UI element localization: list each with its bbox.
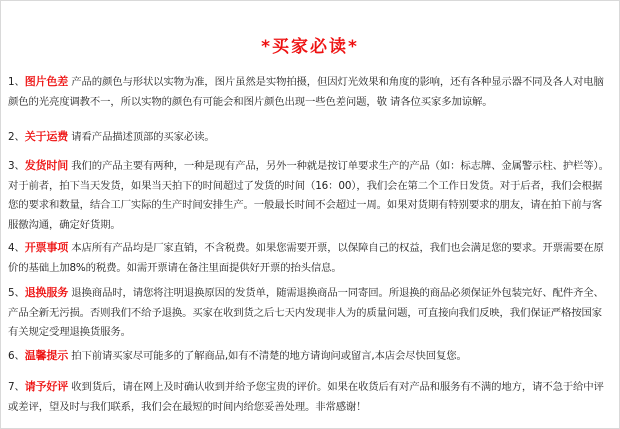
item-number: 3、 (8, 160, 25, 172)
item-heading: 温馨提示 (24, 349, 69, 362)
item-number: 2、 (8, 131, 25, 143)
item-text: 收到货后，请在网上及时确认收到并给予您宝贵的评价。如果在收货后有对产品和服务有不满的地方，请不急于给中评或差评，望及时与我们联系，我们会在最短的时间内给您妥善处理。非常感谢！ (8, 381, 604, 413)
item-text: 我们的产品主要有两种，一种是现有产品，另外一种就是按订单要求生产的产品（如：标志牌、金属警示柱、护栏等）。对于前者，拍下当天发货，如果当天拍下的时间超过了发货的时间（16：00），我们会在第二个工作日发货。对于后者，我们会根据您的要求和数量，结合工厂实际的生产时间安排生产。一般最长时间不会超过一周。如果对货期有特别要求的朋友，请在拍下前与客服徼沟通，确定好货期。 (8, 160, 609, 231)
item-number: 7、 (8, 381, 25, 393)
item-text: 请看产品描述顶部的买家必读。 (68, 131, 215, 143)
item-number: 4、 (8, 242, 25, 254)
item-heading: 退换服务 (24, 286, 69, 299)
item-number: 6、 (8, 350, 25, 362)
notice-item-returns (8, 283, 612, 343)
notice-item-color-difference (8, 72, 612, 112)
item-text: 退换商品时，请您将注明退换原因的发货单，随需退换商品一同寄回。所退换的商品必须保证外包装完好、配件齐全、产品全新无污损。否则我们不给予退换。买家在收到货之后七天内发现非人为的质量问题，可直接向我们反映，我们保证严格按国家有关规定受理退换货服务。 (8, 287, 604, 338)
item-text: 本店所有产品均是厂家直销，不含税费。如果您需要开票，以保障自己的权益，我们也会满足您的要求。开票需要在原价的基础上加8%的税费。如需开票请在备注里面提供好开票的抬头信息。 (8, 242, 604, 274)
item-number: 1、 (8, 76, 25, 88)
item-heading: 请予好评 (24, 380, 69, 393)
notice-item-tips (8, 346, 612, 367)
item-text: 拍下前请买家尽可能多的了解商品,如有不清楚的地方请询问或留言,本店会尽快回复您。 (68, 350, 467, 362)
notice-item-review (8, 377, 612, 417)
page-title: *买家必读* (261, 37, 359, 57)
item-heading: 图片色差 (24, 75, 69, 88)
notice-item-delivery-time (8, 156, 612, 235)
item-text: 产品的颜色与形状以实物为准，图片虽然是实物拍摄，但因灯光效果和角度的影响，还有各种显示器不同及各人对电脑颜色的光亮度调教不一，所以实物的颜色有可能会和图片颜色出现一些色差问题，敬 请各位买家多加谅解。 (8, 76, 604, 108)
notice-item-invoice (8, 238, 612, 278)
item-heading: 开票事项 (24, 241, 69, 254)
item-heading: 关于运费 (24, 130, 69, 143)
item-number: 5、 (8, 287, 25, 299)
item-heading: 发货时间 (24, 159, 69, 172)
notice-item-shipping-fee (8, 127, 612, 148)
